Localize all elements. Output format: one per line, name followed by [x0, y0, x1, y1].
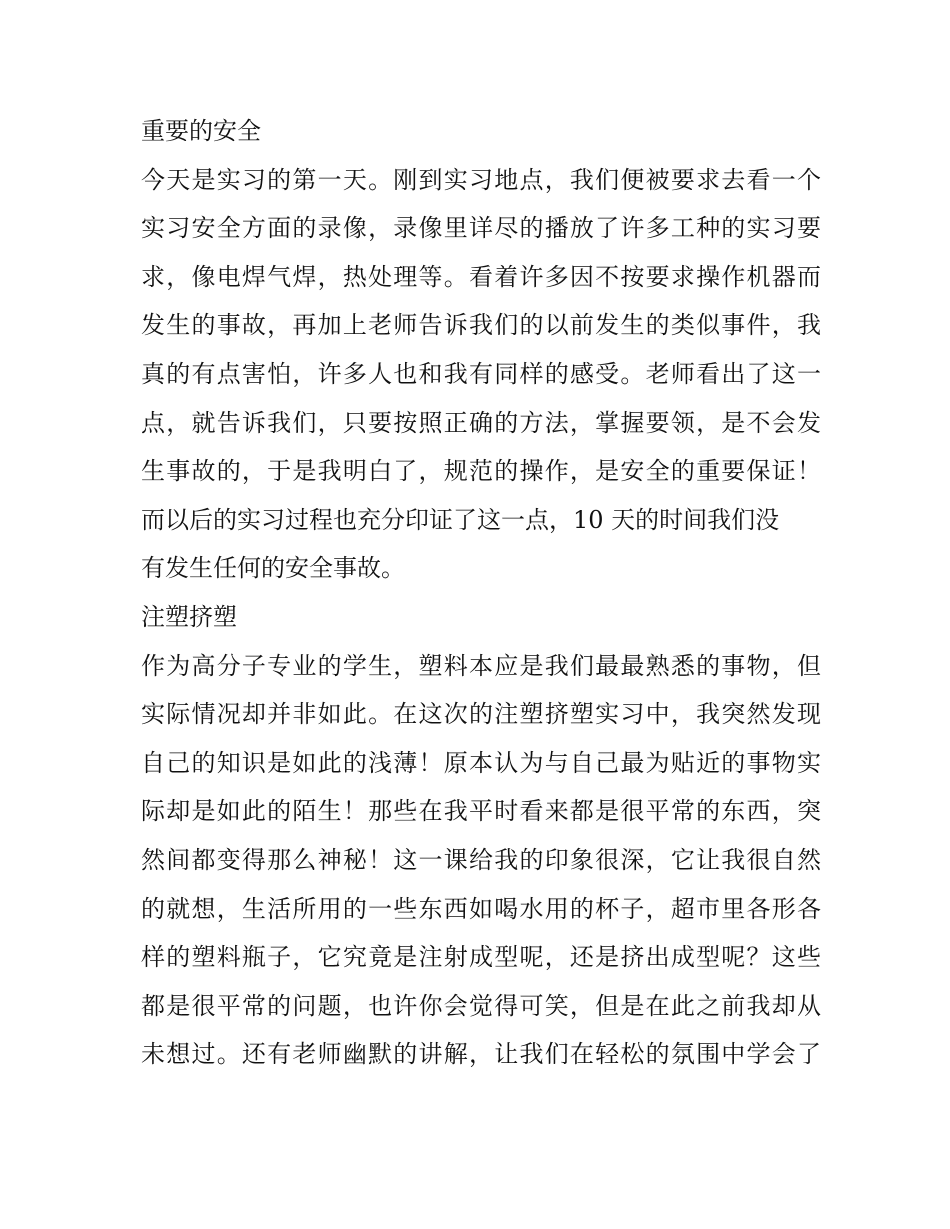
paragraph-line: 自己的知识是如此的浅薄！原本认为与自己最为贴近的事物实 [141, 748, 821, 777]
paragraph-line: 点，就告诉我们，只要按照正确的方法，掌握要领，是不会发 [141, 408, 821, 437]
paragraph-line: 发生的事故，再加上老师告诉我们的以前发生的类似事件，我 [141, 311, 821, 340]
paragraph-line: 实习安全方面的录像，录像里详尽的播放了许多工种的实习要 [141, 214, 821, 243]
paragraph-line: 求，像电焊气焊，热处理等。看着许多因不按要求操作机器而 [141, 262, 821, 291]
paragraph-line: 际却是如此的陌生！那些在我平时看来都是很平常的东西，突 [141, 797, 821, 826]
paragraph-line: 真的有点害怕，许多人也和我有同样的感受。老师看出了这一 [141, 359, 821, 388]
paragraph-line: 的就想，生活所用的一些东西如喝水用的杯子，超市里各形各 [141, 894, 821, 923]
paragraph-line: 然间都变得那么神秘！这一课给我的印象很深，它让我很自然 [141, 845, 821, 874]
paragraph-line: 而以后的实习过程也充分印证了这一点，10 天的时间我们没 [141, 505, 780, 534]
paragraph-line: 未想过。还有老师幽默的讲解，让我们在轻松的氛围中学会了 [141, 1040, 821, 1069]
section-heading-safety: 重要的安全 [141, 117, 261, 145]
paragraph-line: 有发生任何的安全事故。 [141, 554, 405, 583]
paragraph-line: 生事故的，于是我明白了，规范的操作，是安全的重要保证！ [141, 457, 821, 486]
paragraph-line: 作为高分子专业的学生，塑料本应是我们最最熟悉的事物，但 [141, 651, 821, 680]
paragraph-line: 实际情况却并非如此。在这次的注塑挤塑实习中，我突然发现 [141, 700, 821, 729]
paragraph-line: 都是很平常的问题，也许你会觉得可笑，但是在此之前我却从 [141, 991, 821, 1020]
document-body [141, 107, 821, 1079]
paragraph-line: 样的塑料瓶子，它究竟是注射成型呢，还是挤出成型呢？这些 [141, 943, 821, 972]
section-heading-molding: 注塑挤塑 [141, 602, 237, 631]
paragraph-line: 今天是实习的第一天。刚到实习地点，我们便被要求去看一个 [141, 165, 821, 194]
